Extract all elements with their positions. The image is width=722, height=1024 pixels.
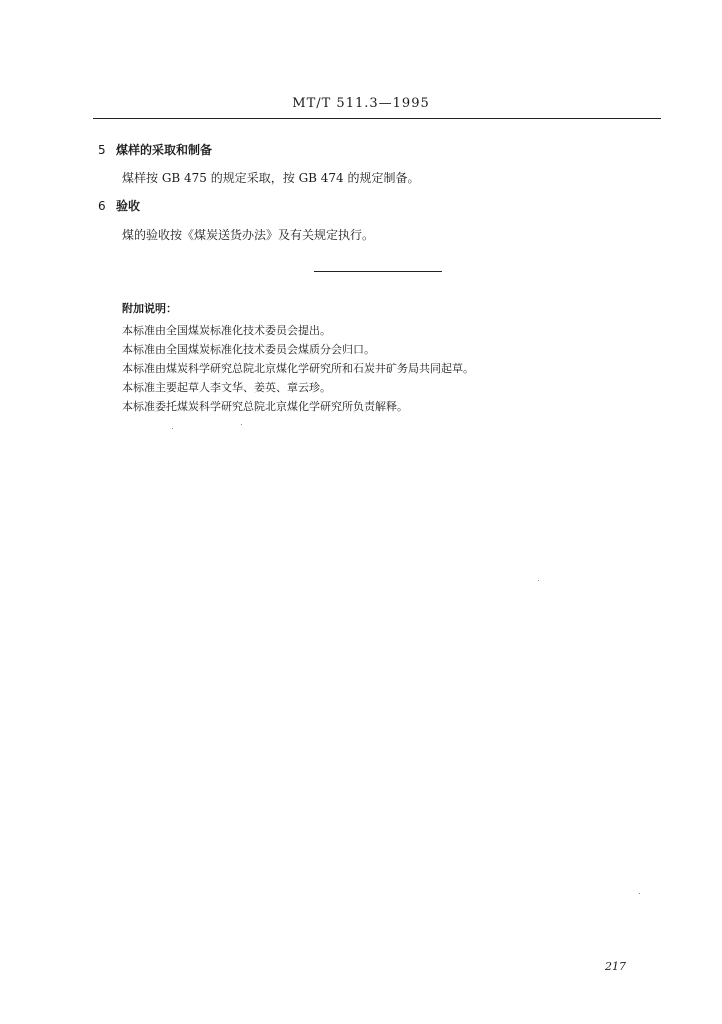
section-6-title: 验收	[116, 199, 141, 213]
scan-speck	[172, 428, 173, 429]
section-6-heading	[98, 197, 140, 214]
standard-code-header: MT/T 511.3—1995	[292, 96, 430, 111]
section-5-number: 5	[98, 143, 106, 157]
notes-line: 本标准主要起草人李文华、姜英、章云珍。	[122, 381, 331, 394]
section-5-heading	[98, 141, 212, 158]
notes-line: 本标准委托煤炭科学研究总院北京煤化学研究所负责解释。	[122, 400, 408, 413]
section-6-body: 煤的验收按《煤炭送货办法》及有关规定执行。	[122, 228, 375, 242]
scan-speck	[241, 424, 242, 425]
notes-line: 本标准由煤炭科学研究总院北京煤化学研究所和石炭井矿务局共同起草。	[122, 362, 474, 375]
additional-notes	[122, 301, 474, 416]
end-of-text-rule	[314, 271, 442, 272]
notes-line: 本标准由全国煤炭标准化技术委员会煤质分会归口。	[122, 343, 375, 356]
section-5-body: 煤样按 GB 475 的规定采取，按 GB 474 的规定制备。	[122, 171, 420, 185]
header-rule	[93, 118, 661, 119]
notes-title: 附加说明：	[122, 302, 177, 315]
scan-speck	[538, 580, 539, 581]
section-5-title: 煤样的采取和制备	[116, 143, 213, 157]
scan-speck	[639, 893, 640, 894]
section-6-number: 6	[98, 199, 106, 213]
page-number: 217	[605, 960, 626, 973]
notes-line: 本标准由全国煤炭标准化技术委员会提出。	[122, 324, 331, 337]
